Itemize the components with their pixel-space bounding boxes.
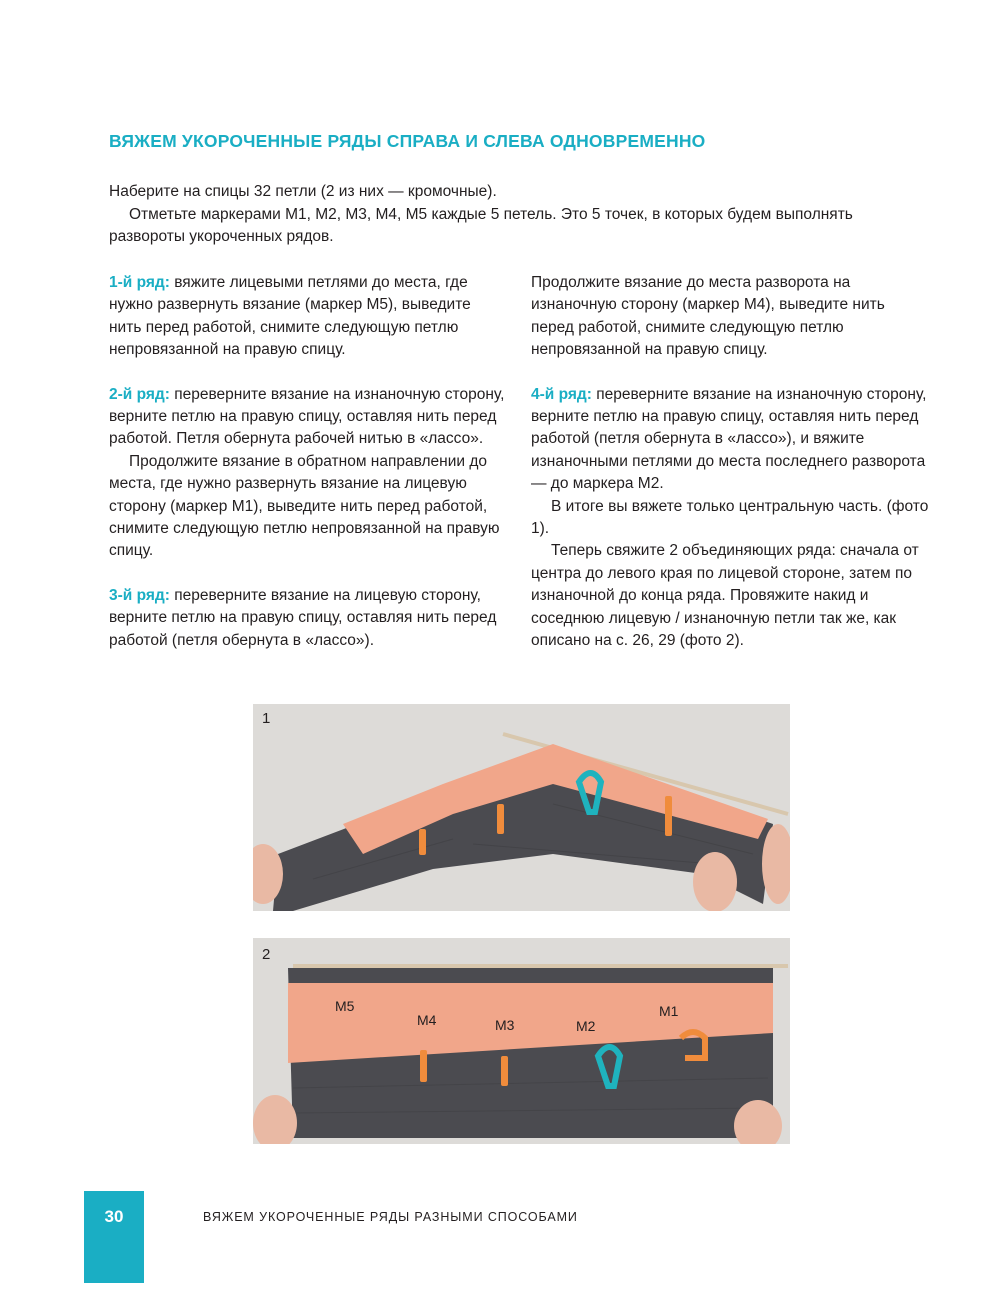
row3-label: 3-й ряд: <box>109 586 170 604</box>
intro-paragraph-2: Отметьте маркерами М1, М2, М3, М4, М5 каждые 5 петель. Это 5 точек, в которых будем выполнять развороты укороченных рядов. <box>109 205 853 245</box>
marker-label-m2: М2 <box>576 1018 596 1034</box>
row2-label: 2-й ряд: <box>109 385 170 403</box>
photo-2-number: 2 <box>262 946 271 963</box>
row1-label: 1-й ряд: <box>109 274 170 291</box>
result-paragraph: В итоге вы вяжете только центральную часть. (фото 1). <box>531 497 929 538</box>
row4-text: переверните вязание на изнаночную сторону, верните петлю на правую спицу, оставляя нить перед работой (петля обернута в «лассо»), и вяжите изнаночными петлями до места последнего разворота — до маркера М2. <box>531 385 927 493</box>
marker-label-m1: М1 <box>659 1003 679 1019</box>
row2-text: переверните вязание на изнаночную сторону, верните петлю на правую спицу, оставляя нить перед работой. Петля обернута рабочей нитью в «лассо». <box>109 385 505 448</box>
running-title: ВЯЖЕМ УКОРОЧЕННЫЕ РЯДЫ РАЗНЫМИ СПОСОБАМИ <box>203 1210 578 1224</box>
marker-label-m4: М4 <box>417 1012 437 1028</box>
page-number-block <box>84 1191 144 1283</box>
section-heading: ВЯЖЕМ УКОРОЧЕННЫЕ РЯДЫ СПРАВА И СЛЕВА ОДНОВРЕМЕННО <box>109 131 706 151</box>
marker-label-m3: М3 <box>495 1017 515 1033</box>
photo-1 <box>253 704 790 911</box>
marker-icon <box>501 1056 508 1086</box>
marker-label-m5: М5 <box>335 998 355 1014</box>
row3-continuation: Продолжите вязание до места разворота на изнаночную сторону (маркер М4), выведите нить перед работой, снимите следующую петлю непровязанной на правую спицу. <box>531 274 885 359</box>
row3-text: переверните вязание на лицевую сторону, верните петлю на правую спицу, оставляя нить перед работой (петля обернута в «лассо»). <box>109 586 497 649</box>
photo-2-illustration <box>253 938 790 1144</box>
photo-1-illustration <box>253 704 790 911</box>
finger-icon <box>693 852 737 911</box>
row2-paragraph <box>109 384 507 451</box>
left-column <box>109 272 507 652</box>
row4-label: 4-й ряд: <box>531 385 592 403</box>
intro-paragraph-1: Наберите на спицы 32 петли (2 из них — кромочные). <box>109 183 497 200</box>
marker-icon <box>420 1050 427 1082</box>
intro-text <box>109 181 917 249</box>
photo-2 <box>253 938 790 1144</box>
row1-text: вяжите лицевыми петлями до места, где нужно развернуть вязание (маркер М5), выведите нить перед работой, снимите следующую петлю непровязанной на правую спицу. <box>109 274 471 359</box>
right-column <box>531 272 929 653</box>
joining-paragraph: Теперь свяжите 2 объединяющих ряда: сначала от центра до левого края по лицевой стороне, затем по изнаночной до конца ряда. Провяжите накид и соседнюю лицевую / изнаночную петли так же, как описано на с. 26, 29 (фото 2). <box>531 542 919 650</box>
row3-paragraph <box>109 585 507 652</box>
row4-paragraph <box>531 384 929 496</box>
marker-icon <box>419 829 426 855</box>
photo-1-number: 1 <box>262 710 271 727</box>
marker-icon <box>497 804 504 834</box>
page-number: 30 <box>104 1207 124 1226</box>
marker-icon <box>665 796 672 836</box>
row2-continuation: Продолжите вязание в обратном направлении до места, где нужно развернуть вязание на лицевую сторону (маркер М1), выведите нить перед работой, снимите следующую петлю непровязанной на правую спицу. <box>109 452 500 560</box>
row1-paragraph <box>109 272 507 362</box>
